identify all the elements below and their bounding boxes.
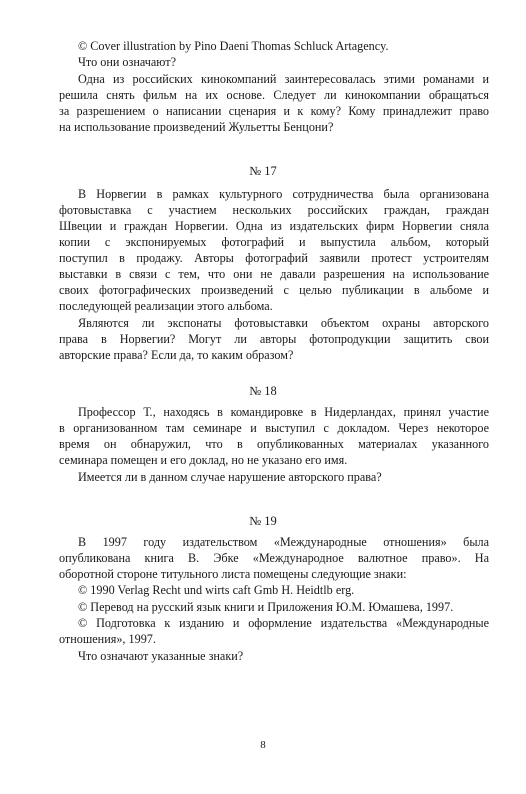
question-line: Являются ли экспонаты фотовыставки объектом охраны авторского — [78, 316, 489, 330]
paragraph-line: своих фотографических произведений с целью публикации в альбоме и — [59, 283, 489, 297]
paragraph-line: решила снять фильм на их основе. Следует ли кинокомпании обращаться — [59, 88, 489, 102]
question-line: Что означают указанные знаки? — [78, 649, 244, 663]
page-number: 8 — [260, 739, 266, 751]
paragraph-line: за разрешением о написании сценария и к кому? Кому принадлежит право — [59, 104, 489, 118]
question-line: Что они означают? — [78, 55, 176, 69]
task-18-heading: № 18 — [249, 384, 277, 398]
question-line: Имеется ли в данном случае нарушение авторского права? — [78, 470, 382, 484]
paragraph-line: поступил в продажу. Авторы фотографий заявили протест устроителям — [59, 251, 489, 265]
task-19-heading: № 19 — [249, 514, 277, 528]
paragraph-line: время он обнаружил, что в опубликованных материалах указанного — [59, 437, 489, 451]
paragraph-line: семинара помещен и его доклад, но не указано его имя. — [59, 453, 348, 467]
paragraph-line: выставки в связи с тем, что они не давали разрешения на использование — [59, 267, 489, 281]
copyright-line: © Подготовка к изданию и оформление издательства «Международные — [78, 616, 489, 630]
paragraph-line: копии с экспонируемых фотографий и выпустила альбом, который — [59, 235, 489, 249]
paragraph-line: Швеции и граждан Норвегии. Одна из издательских фирм Норвегии сняла — [59, 219, 489, 233]
copyright-line: © 1990 Verlag Recht und wirts caft Gmb H. Heidtlb erg. — [78, 583, 355, 597]
paragraph-line: В 1997 году издательством «Международные отношения» была — [78, 535, 489, 549]
paragraph-line: фотовыставка с участием нескольких российских граждан, граждан — [59, 203, 489, 217]
task-17-heading: № 17 — [249, 164, 277, 178]
question-line: права в Норвегии? Могут ли авторы фотопродукции защитить свои — [59, 332, 489, 346]
paragraph-line: на использование произведений Жульетты Бенцони? — [59, 120, 334, 134]
copyright-line: © Cover illustration by Pino Daeni Thomas Schluck Artagency. — [78, 39, 389, 53]
paragraph-line: Профессор Т., находясь в командировке в Нидерландах, принял участие — [78, 405, 489, 419]
paragraph-line: последующей реализации этого альбома. — [59, 299, 273, 313]
paragraph-line: оборотной стороне титульного листа помещены следующие знаки: — [59, 567, 407, 581]
paragraph-line: опубликована книга В. Эбке «Международное валютное право». На — [59, 551, 489, 565]
copyright-line: отношения», 1997. — [59, 632, 156, 646]
copyright-line: © Перевод на русский язык книги и Приложения Ю.М. Юмашева, 1997. — [78, 600, 454, 614]
question-line: авторские права? Если да, то каким образом? — [59, 348, 294, 362]
paragraph-line: Одна из российских кинокомпаний заинтересовалась этими романами и — [78, 72, 489, 86]
paragraph-line: в организованном там семинаре и выступил с докладом. Через некоторое — [59, 421, 489, 435]
paragraph-line: В Норвегии в рамках культурного сотрудничества была организована — [78, 187, 489, 201]
